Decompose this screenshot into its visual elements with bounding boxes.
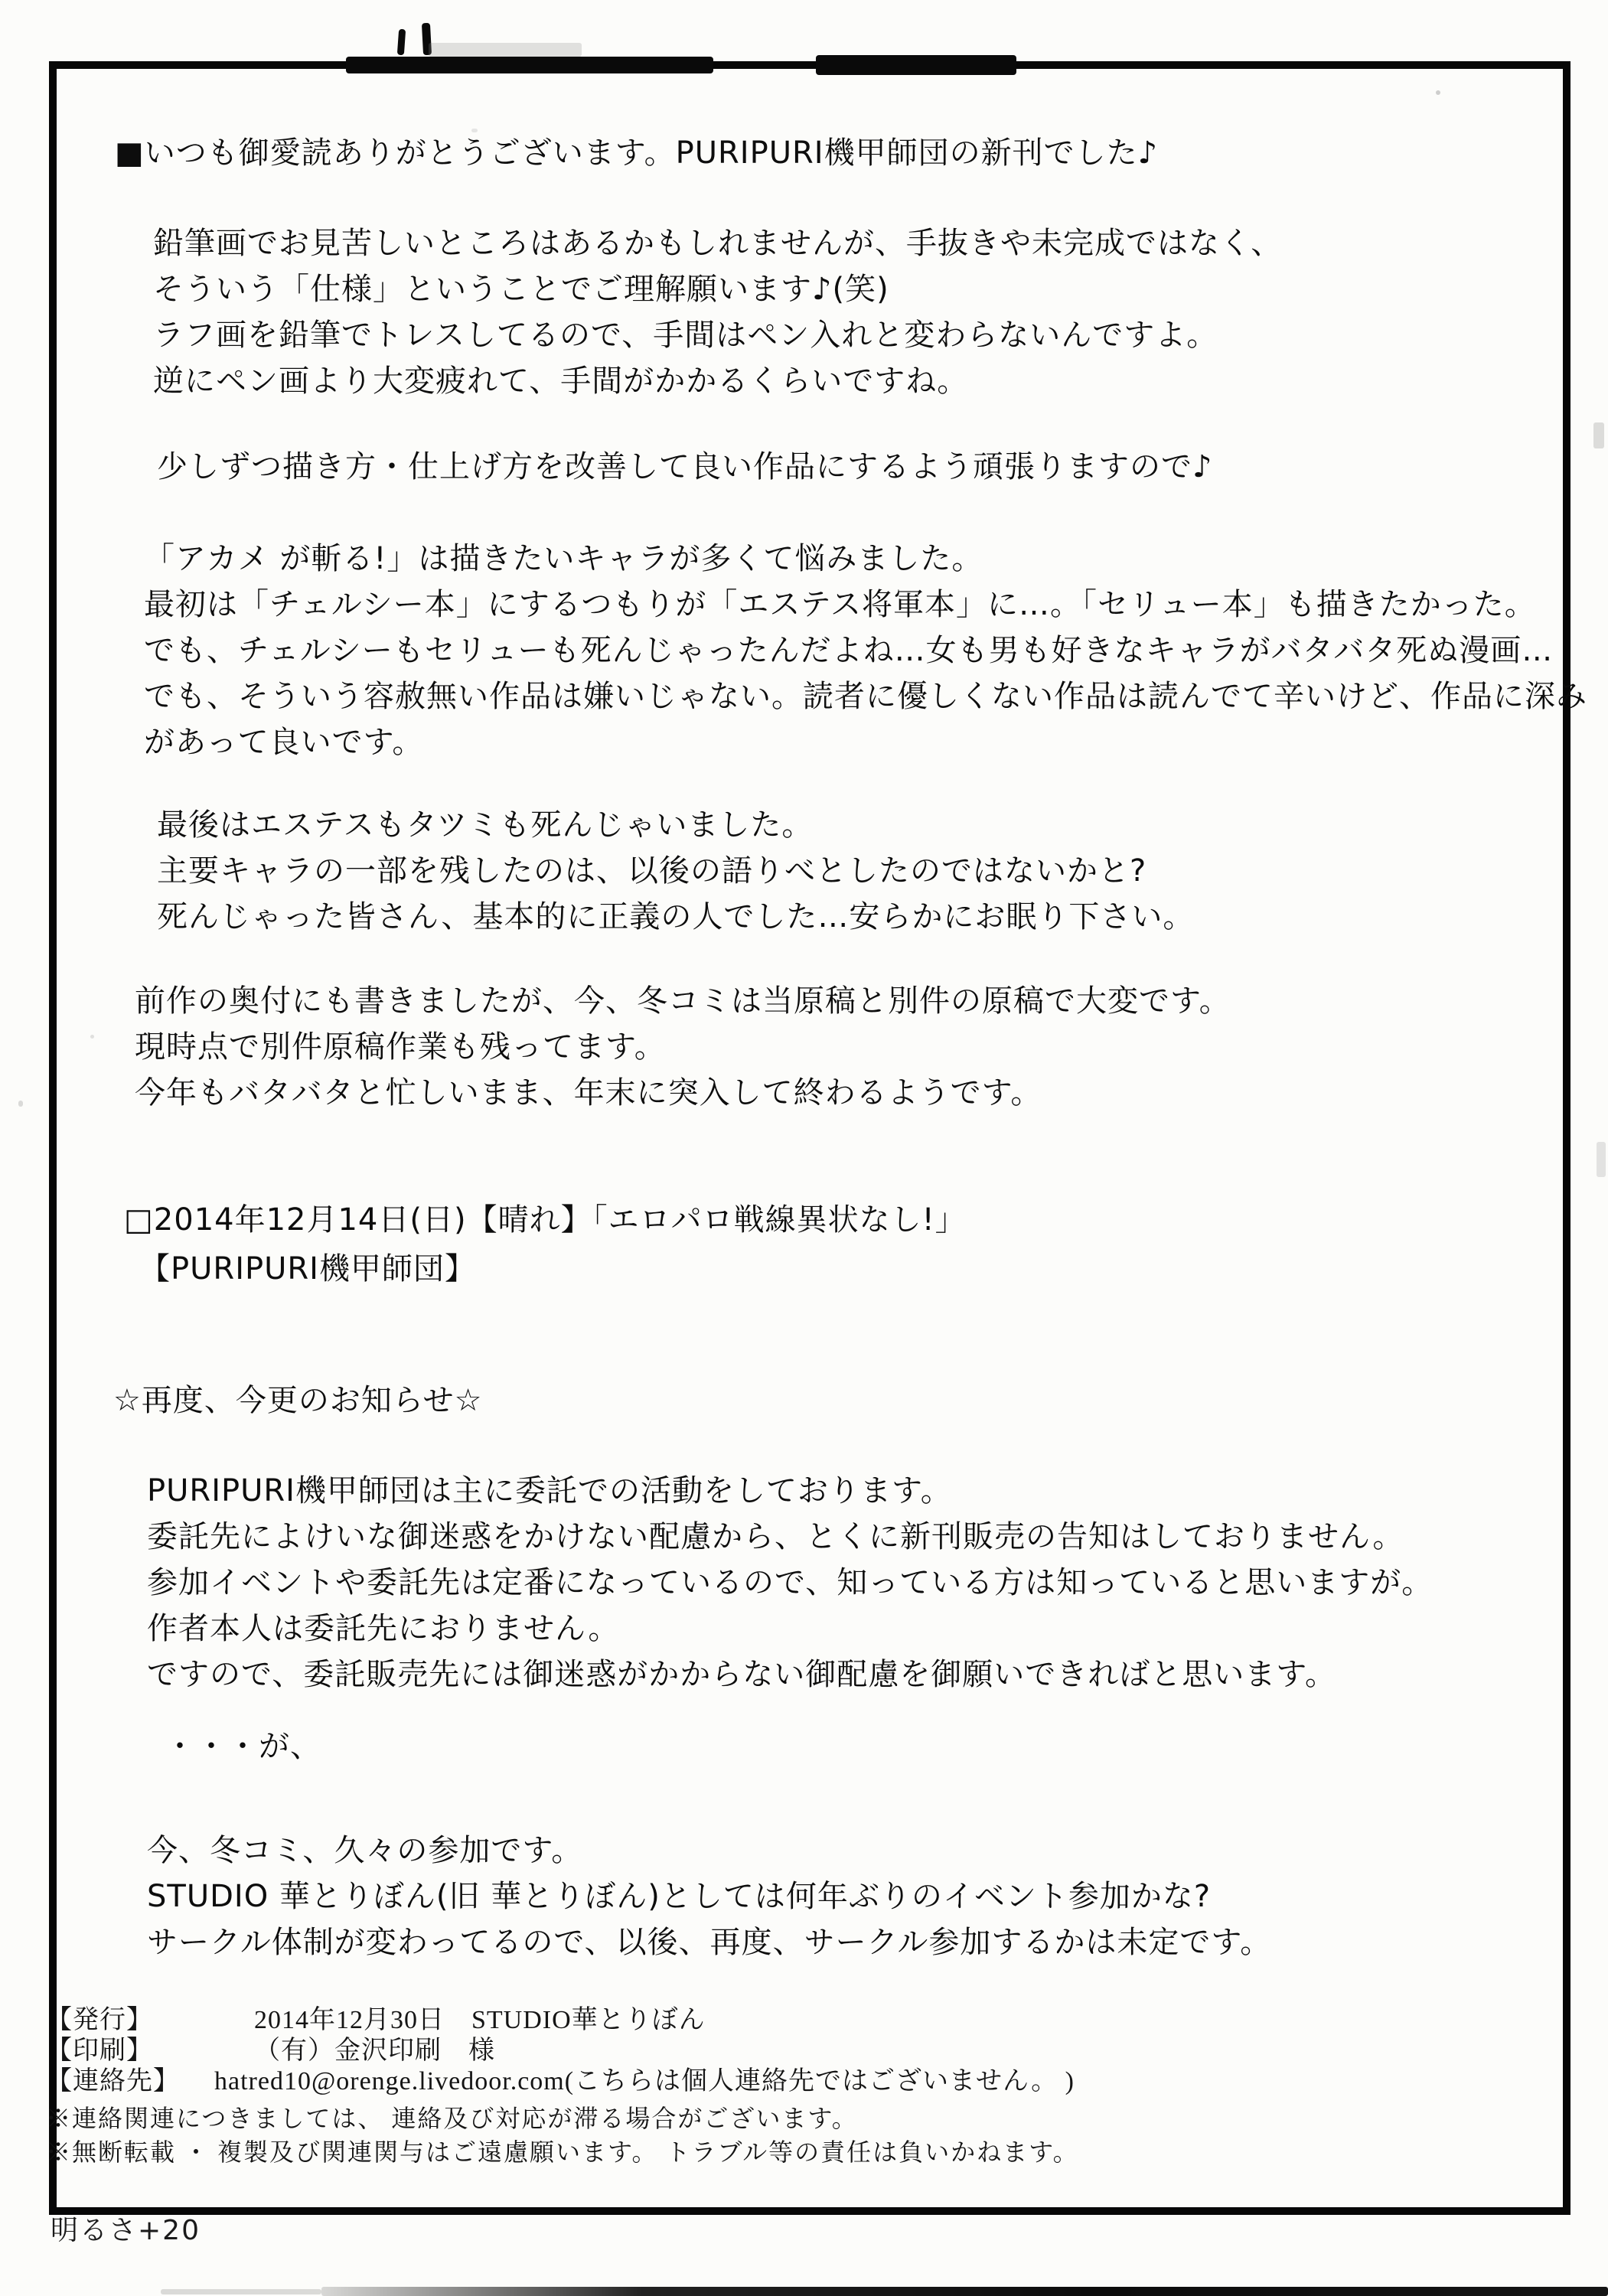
text-line: 逆にペン画より大変疲れて、手間がかかるくらいですね。: [153, 364, 969, 399]
colophon-contact-label: 【連絡先】: [46, 2067, 180, 2095]
scan-band-bottom-tail: [161, 2289, 321, 2294]
text-line: でも、そういう容赦無い作品は嫌いじゃない。読者に優しくない作品は読んでて辛いけど、作品に深み: [144, 679, 1587, 714]
paragraph-event-participation: [147, 1828, 1271, 1965]
text-line: 鉛筆画でお見苦しいところはあるかもしれませんが、手抜きや未完成ではなく、: [153, 226, 1283, 261]
scan-speck-1: [1436, 90, 1440, 95]
colophon-print-label: 【印刷】: [46, 2037, 153, 2065]
text-line: 「アカメ が斬る!」は描きたいキャラが多くて悩みました。: [144, 541, 983, 576]
colophon-publish-label: 【発行】: [46, 2006, 153, 2034]
text-line: でも、チェルシーもセリューも死んじゃったんだよね…女も男も好きなキャラがバタバタ死ぬ漫画…: [144, 633, 1554, 668]
greeting-line: [115, 130, 1158, 176]
paragraph-improvement: [157, 444, 1213, 490]
scan-shade-top: [429, 43, 582, 57]
text-line: 参加イベントや委託先は定番になっているので、知っている方は知っていると思いますが。: [147, 1565, 1434, 1600]
text-line: 現時点で別件原稿作業も残ってます。: [135, 1029, 666, 1065]
text-line: 作者本人は委託先におりません。: [147, 1611, 620, 1646]
scan-smudge-top-left: [346, 57, 713, 73]
text-line: ■いつも御愛読ありがとうございます。PURIPURI機甲師団の新刊でした♪: [115, 135, 1159, 171]
corner-brightness-note: 明るさ+20: [51, 2215, 201, 2246]
text-line: ☆再度、今更のお知らせ☆: [113, 1383, 483, 1418]
text-line: 少しずつ描き方・仕上げ方を改善して良い作品にするよう頑張りますので♪: [157, 449, 1213, 484]
scan-tick-top-1: [397, 29, 406, 56]
text-line: 今年もバタバタと忙しいまま、年末に突入して終わるようです。: [135, 1075, 1042, 1110]
diary-date-line: □2014年12月14日(日)【晴れ】「エロパロ戦線異状なし!」: [124, 1202, 967, 1238]
scan-speck-4: [18, 1101, 23, 1107]
paragraph-pencil-note: [153, 220, 1282, 404]
text-line: サークル体制が変わってるので、以後、再度、サークル参加するかは未定です。: [147, 1925, 1272, 1960]
text-line: 今、冬コミ、久々の参加です。: [147, 1833, 583, 1868]
scan-speck-3: [1597, 1142, 1606, 1177]
text-line: 最初は「チェルシー本」にするつもりが「エステス将軍本」に…。「セリュー本」も描きたかった。: [144, 587, 1536, 622]
scan-speck-6: [90, 1035, 94, 1039]
paragraph-finale: [157, 802, 1194, 940]
colophon-note-contact-delay: ※連絡関連につきましては、 連絡及び対応が滞る場合がございます。: [46, 2105, 858, 2132]
colophon-publish-value: 2014年12月30日 STUDIO華とりぼん: [254, 2006, 706, 2034]
text-line: ですので、委託販売先には御迷惑がかからない御配慮を御願いできればと思います。: [147, 1657, 1336, 1692]
paragraph-akame: [144, 536, 1587, 765]
text-line: 主要キャラの一部を残したのは、以後の語りべとしたのではないかと?: [157, 853, 1147, 889]
text-line: 委託先によけいな御迷惑をかけない配慮から、とくに新刊販売の告知はしておりません。: [147, 1519, 1404, 1554]
text-line: STUDIO 華とりぼん(旧 華とりぼん)としては何年ぶりのイベント参加かな?: [147, 1879, 1212, 1914]
colophon-publish-row: [46, 2005, 1079, 2036]
diary-header: [124, 1195, 967, 1293]
text-line: 最後はエステスもタツミも死んじゃいました。: [157, 807, 814, 843]
colophon-contact-row: [46, 2066, 1079, 2097]
scan-band-bottom: [321, 2287, 1608, 2296]
text-line: ラフ画を鉛筆でトレスしてるので、手間はペン入れと変わらないんですよ。: [153, 318, 1218, 353]
text-line: PURIPURI機甲師団は主に委託での活動をしております。: [147, 1473, 952, 1508]
text-line: そういう「仕様」ということでご理解願います♪(笑): [153, 272, 889, 307]
notice-title: [113, 1378, 483, 1424]
text-line: 前作の奥付にも書きましたが、今、冬コミは当原稿と別件の原稿で大変です。: [135, 983, 1231, 1019]
colophon-print-value: （有）金沢印刷 様: [254, 2037, 495, 2065]
scan-smudge-top-center: [816, 55, 1016, 75]
colophon: [46, 2005, 1079, 2169]
colophon-print-row: [46, 2036, 1079, 2066]
text-line: があって良いです。: [144, 725, 424, 760]
colophon-contact-value: hatred10@orenge.livedoor.com(こちらは個人連絡先ではございません。 ): [214, 2067, 1075, 2095]
paragraph-busy: [135, 978, 1231, 1116]
text-line: 死んじゃった皆さん、基本的に正義の人でした…安らかにお眠り下さい。: [157, 899, 1195, 934]
scan-speck-2: [1593, 422, 1604, 448]
interjection-line: [165, 1724, 321, 1769]
diary-circle-line: 【PURIPURI機甲師団】: [139, 1251, 476, 1287]
colophon-note-no-reproduction: ※無断転載 ・ 複製及び関連関与はご遠慮願います。 トラブル等の責任は負いかねます。: [46, 2138, 1079, 2166]
text-line: ・・・が、: [165, 1729, 321, 1764]
paragraph-consignment-notice: [147, 1468, 1433, 1698]
